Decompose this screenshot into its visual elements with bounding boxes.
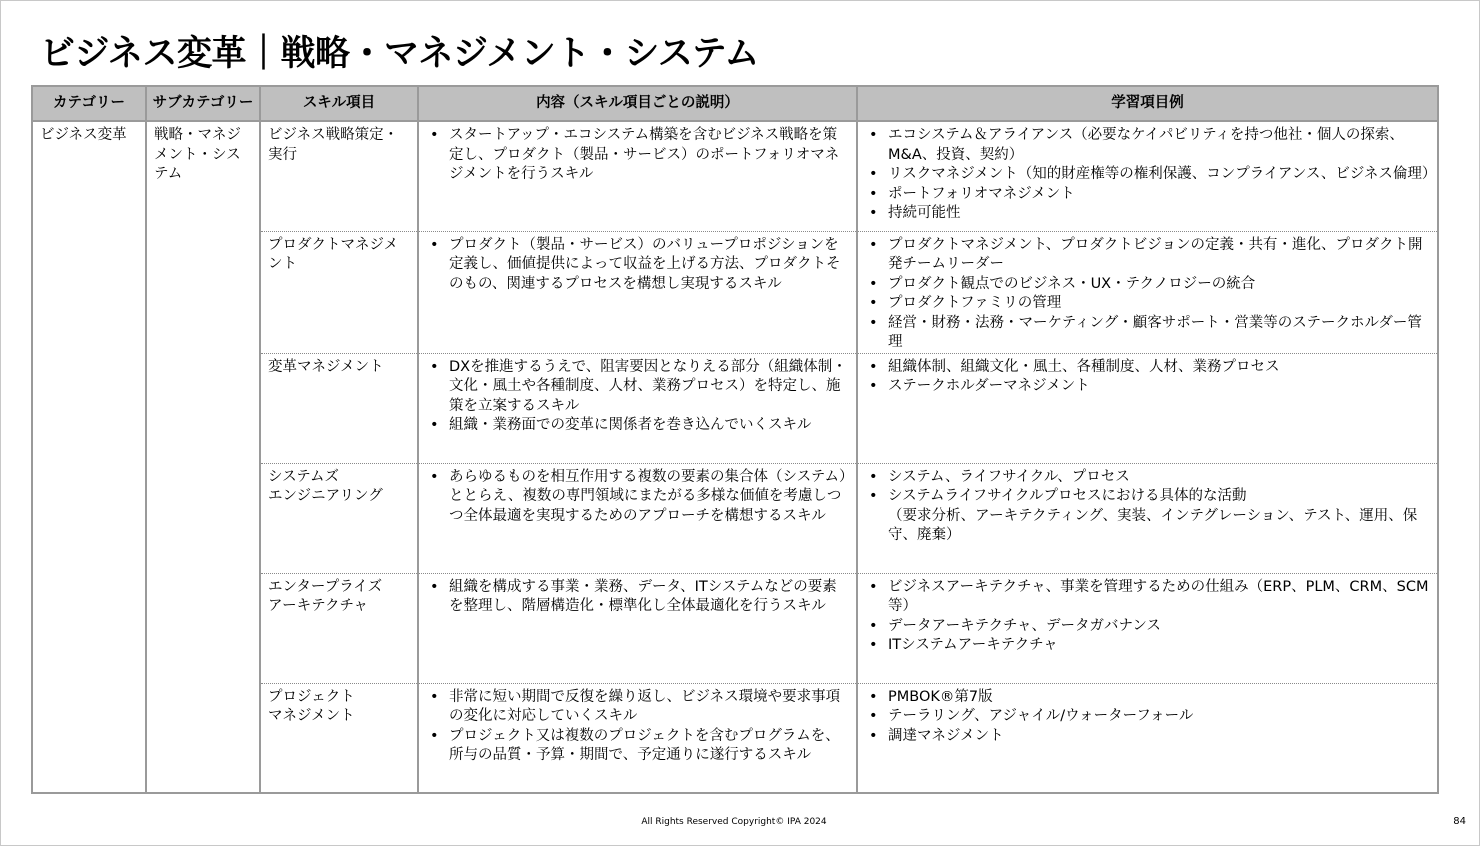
content-list bbox=[426, 578, 849, 617]
learning-list bbox=[865, 358, 1430, 397]
list-item: • 経営・財務・法務・マーケティング・顧客サポート・営業等のステークホルダー管理 bbox=[865, 314, 1430, 353]
learning-cell bbox=[857, 463, 1438, 573]
list-item: • プロダクトマネジメント、プロダクトビジョンの定義・共有・進化、プロダクト開発チームリーダー bbox=[865, 236, 1430, 275]
list-item: • システムライフサイクルプロセスにおける具体的な活動 （要求分析、アーキテクティング、実装、インテグレーション、テスト、運用、保守、廃棄） bbox=[865, 487, 1430, 546]
list-item: • リスクマネジメント（知的財産権等の権利保護、コンプライアンス、ビジネス倫理） bbox=[865, 165, 1430, 185]
learning-cell bbox=[857, 231, 1438, 353]
skill-cell: 変革マネジメント bbox=[260, 353, 418, 463]
list-item: • プロダクト観点でのビジネス・UX・テクノロジーの統合 bbox=[865, 275, 1430, 295]
skill-cell: プロジェクト マネジメント bbox=[260, 683, 418, 793]
page-title: ビジネス変革｜戦略・マネジメント・システム bbox=[40, 34, 759, 74]
header-skill: スキル項目 bbox=[260, 86, 418, 121]
header-learning: 学習項目例 bbox=[857, 86, 1438, 121]
list-item: • ビジネスアーキテクチャ、事業を管理するための仕組み（ERP、PLM、CRM、SCM等） bbox=[865, 578, 1430, 617]
list-item: • データアーキテクチャ、データガバナンス bbox=[865, 617, 1430, 637]
list-item: • ポートフォリオマネジメント bbox=[865, 185, 1430, 205]
learning-list bbox=[865, 578, 1430, 656]
learning-list bbox=[865, 688, 1430, 747]
list-item: • プロジェクト又は複数のプロジェクトを含むプログラムを、所与の品質・予算・期間で、予定通りに遂行するスキル bbox=[426, 727, 849, 766]
learning-list bbox=[865, 468, 1430, 546]
list-item: • スタートアップ・エコシステム構築を含むビジネス戦略を策定し、プロダクト（製品・サービス）のポートフォリオマネジメントを行うスキル bbox=[426, 126, 849, 185]
content-list bbox=[426, 468, 849, 527]
learning-list bbox=[865, 236, 1430, 353]
content-cell bbox=[418, 683, 857, 793]
list-item: • プロダクトファミリの管理 bbox=[865, 294, 1430, 314]
content-cell bbox=[418, 231, 857, 353]
content-cell bbox=[418, 121, 857, 231]
subcategory-cell: 戦略・マネジメント・システム bbox=[146, 121, 260, 793]
content-list bbox=[426, 688, 849, 766]
skill-cell: プロダクトマネジメント bbox=[260, 231, 418, 353]
list-item: • エコシステム＆アライアンス（必要なケイパビリティを持つ他社・個人の探索、M&A、投資、契約） bbox=[865, 126, 1430, 165]
skill-cell: ビジネス戦略策定・実行 bbox=[260, 121, 418, 231]
list-item: • 組織体制、組織文化・風土、各種制度、人材、業務プロセス bbox=[865, 358, 1430, 378]
skills-table bbox=[31, 85, 1439, 794]
content-list bbox=[426, 358, 849, 436]
content-cell bbox=[418, 573, 857, 683]
list-item: • 組織・業務面での変革に関係者を巻き込んでいくスキル bbox=[426, 416, 849, 436]
content-cell bbox=[418, 463, 857, 573]
content-list bbox=[426, 236, 849, 295]
learning-cell bbox=[857, 121, 1438, 231]
list-item: • 非常に短い期間で反復を繰り返し、ビジネス環境や要求事項の変化に対応していくスキル bbox=[426, 688, 849, 727]
learning-cell bbox=[857, 353, 1438, 463]
list-item: • あらゆるものを相互作用する複数の要素の集合体（システム）ととらえ、複数の専門領域にまたがる多様な価値を考慮しつつ全体最適を実現するためのアプローチを構想するスキル bbox=[426, 468, 849, 527]
list-item: • DXを推進するうえで、阻害要因となりえる部分（組織体制・文化・風土や各種制度、人材、業務プロセス）を特定し、施策を立案するスキル bbox=[426, 358, 849, 417]
skill-cell: システムズ エンジニアリング bbox=[260, 463, 418, 573]
learning-list bbox=[865, 126, 1437, 224]
content-list bbox=[426, 126, 849, 185]
list-item: • ステークホルダーマネジメント bbox=[865, 377, 1430, 397]
header-category: カテゴリー bbox=[32, 86, 146, 121]
header-content: 内容（スキル項目ごとの説明） bbox=[418, 86, 857, 121]
table-row bbox=[32, 121, 1438, 231]
list-item: • PMBOK®第7版 bbox=[865, 688, 1430, 708]
list-item: • ITシステムアーキテクチャ bbox=[865, 636, 1430, 656]
list-item: • 持続可能性 bbox=[865, 204, 1430, 224]
list-item: • プロダクト（製品・サービス）のバリュープロポジションを定義し、価値提供によって収益を上げる方法、プロダクトそのもの、関連するプロセスを構想し実現するスキル bbox=[426, 236, 849, 295]
learning-cell bbox=[857, 573, 1438, 683]
content-cell bbox=[418, 353, 857, 463]
skill-cell: エンタープライズ アーキテクチャ bbox=[260, 573, 418, 683]
list-item: • テーラリング、アジャイル/ウォーターフォール bbox=[865, 707, 1430, 727]
header-subcategory: サブカテゴリー bbox=[146, 86, 260, 121]
learning-cell bbox=[857, 683, 1438, 793]
list-item: • 調達マネジメント bbox=[865, 727, 1430, 747]
copyright-footer: All Rights Reserved Copyright© IPA 2024 bbox=[641, 817, 827, 827]
page-number: 84 bbox=[1453, 816, 1466, 827]
list-item: • 組織を構成する事業・業務、データ、ITシステムなどの要素を整理し、階層構造化・標準化し全体最適化を行うスキル bbox=[426, 578, 849, 617]
list-item: • システム、ライフサイクル、プロセス bbox=[865, 468, 1430, 488]
table-header-row bbox=[32, 86, 1438, 121]
category-cell: ビジネス変革 bbox=[32, 121, 146, 793]
